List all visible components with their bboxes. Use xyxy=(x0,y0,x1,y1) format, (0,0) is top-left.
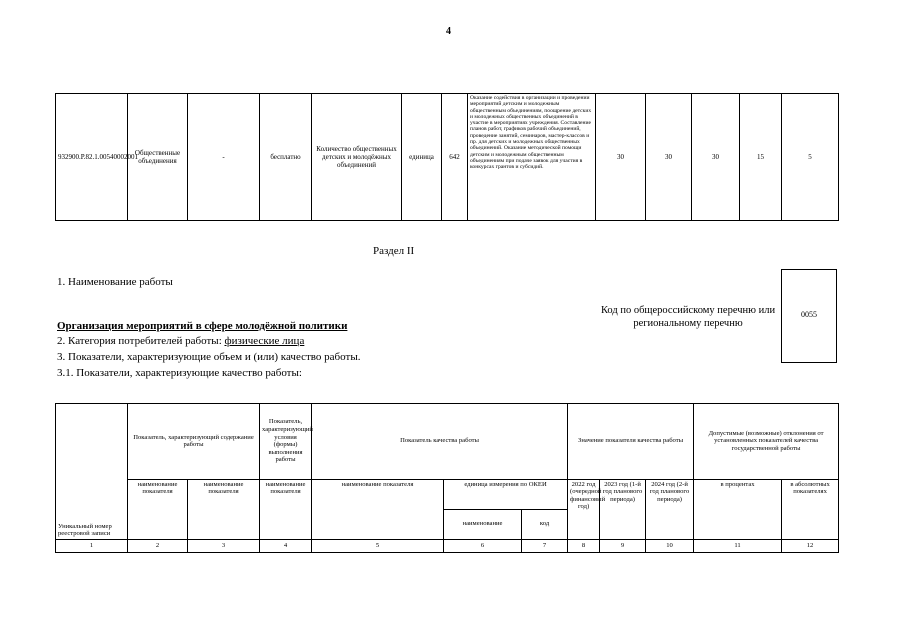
column-number: 7 xyxy=(522,539,568,552)
header-deviation: Допустимые (возможные) отклонения от установленных показателей качества государственной работы xyxy=(694,404,839,480)
consumer-category-value: физические лица xyxy=(224,335,305,347)
quality-table xyxy=(55,403,839,553)
sub-year-2024: 2024 год (2-й год планового периода) xyxy=(646,479,694,539)
header-value: Значение показателя качества работы xyxy=(568,404,694,480)
sub-name-3: наименование показателя xyxy=(260,479,312,539)
payment-cell: бесплатно xyxy=(260,94,312,221)
okei-cell: 642 xyxy=(442,94,468,221)
description-cell: Оказание содействия в организации и проведении мероприятий детским и молодежным общественным объединениям, поощрение детских и молодежных общественных объединений в участие в мероприятиях учреждения. Составление планов работ, графиков рабочий объединений, проведение занятий, семинаров, мастер-классов и пр. для детских и молодежных общественных объединений. Оказание методической помощи детским и молодежным общественным объединениям при подаче заявок для участия в конкурсах грантов и субсидий. xyxy=(468,94,596,221)
column-number: 8 xyxy=(568,539,600,552)
value-cell-3: 30 xyxy=(692,94,740,221)
column-number: 5 xyxy=(312,539,444,552)
page-number: 4 xyxy=(446,26,451,37)
code-value: 0055 xyxy=(801,310,817,319)
value-cell-1: 30 xyxy=(596,94,646,221)
column-number: 12 xyxy=(782,539,839,552)
registry-code-cell: 932900.Р.82.1.00540002001 xyxy=(56,94,128,221)
column-number: 3 xyxy=(188,539,260,552)
sub-unit-name: наименование xyxy=(444,509,522,539)
column-number: 1 xyxy=(56,539,128,552)
code-label: Код по общероссийскому перечню или региональному перечню xyxy=(600,305,776,329)
column-number: 10 xyxy=(646,539,694,552)
section-title: Раздел II xyxy=(373,245,415,257)
column-number: 11 xyxy=(694,539,782,552)
column-number: 9 xyxy=(600,539,646,552)
header-content: Показатель, характеризующий содержание работы xyxy=(128,404,260,480)
sub-name-1: наименование показателя xyxy=(128,479,188,539)
sub-name-2: наименование показателя xyxy=(188,479,260,539)
value-cell-2: 30 xyxy=(646,94,692,221)
sub-year-2022: 2022 год (очередной финансовый год) xyxy=(568,479,600,539)
sub-deviation-pct: в процентах xyxy=(694,479,782,539)
value-cell-4: 15 xyxy=(740,94,782,221)
unit-cell: единица xyxy=(402,94,442,221)
sub-deviation-abs: в абсолютных показателях xyxy=(782,479,839,539)
consumer-category xyxy=(57,335,304,348)
header-unique-number: Уникальный номер реестровой записи xyxy=(56,404,128,540)
code-box xyxy=(781,269,837,363)
header-condition: Показатель, характеризующий условия (формы) выполнения работы xyxy=(260,404,312,480)
work-name-heading: 1. Наименование работы xyxy=(57,276,173,288)
consumer-category-label: 2. Категория потребителей работы: xyxy=(57,335,225,347)
column-number: 6 xyxy=(444,539,522,552)
sub-unit-code: код xyxy=(522,509,568,539)
work-name: Организация мероприятий в сфере молодёжной политики xyxy=(57,320,348,332)
column-number: 4 xyxy=(260,539,312,552)
category-cell: Общественные объединения xyxy=(128,94,188,221)
indicator-cell: Количество общественных детских и молодёжных объединений xyxy=(312,94,402,221)
value-cell-5: 5 xyxy=(782,94,839,221)
top-table xyxy=(55,93,839,221)
sub-unit: единица измерения по ОКЕИ xyxy=(444,479,568,509)
dash-cell: - xyxy=(188,94,260,221)
sub-quality-name: наименование показателя xyxy=(312,479,444,539)
sub-year-2023: 2023 год (1-й год планового периода) xyxy=(600,479,646,539)
header-quality: Показатель качества работы xyxy=(312,404,568,480)
indicators-heading: 3. Показатели, характеризующие объем и (или) качество работы. xyxy=(57,351,361,363)
column-number: 2 xyxy=(128,539,188,552)
quality-indicators-heading: 3.1. Показатели, характеризующие качество работы: xyxy=(57,367,302,379)
